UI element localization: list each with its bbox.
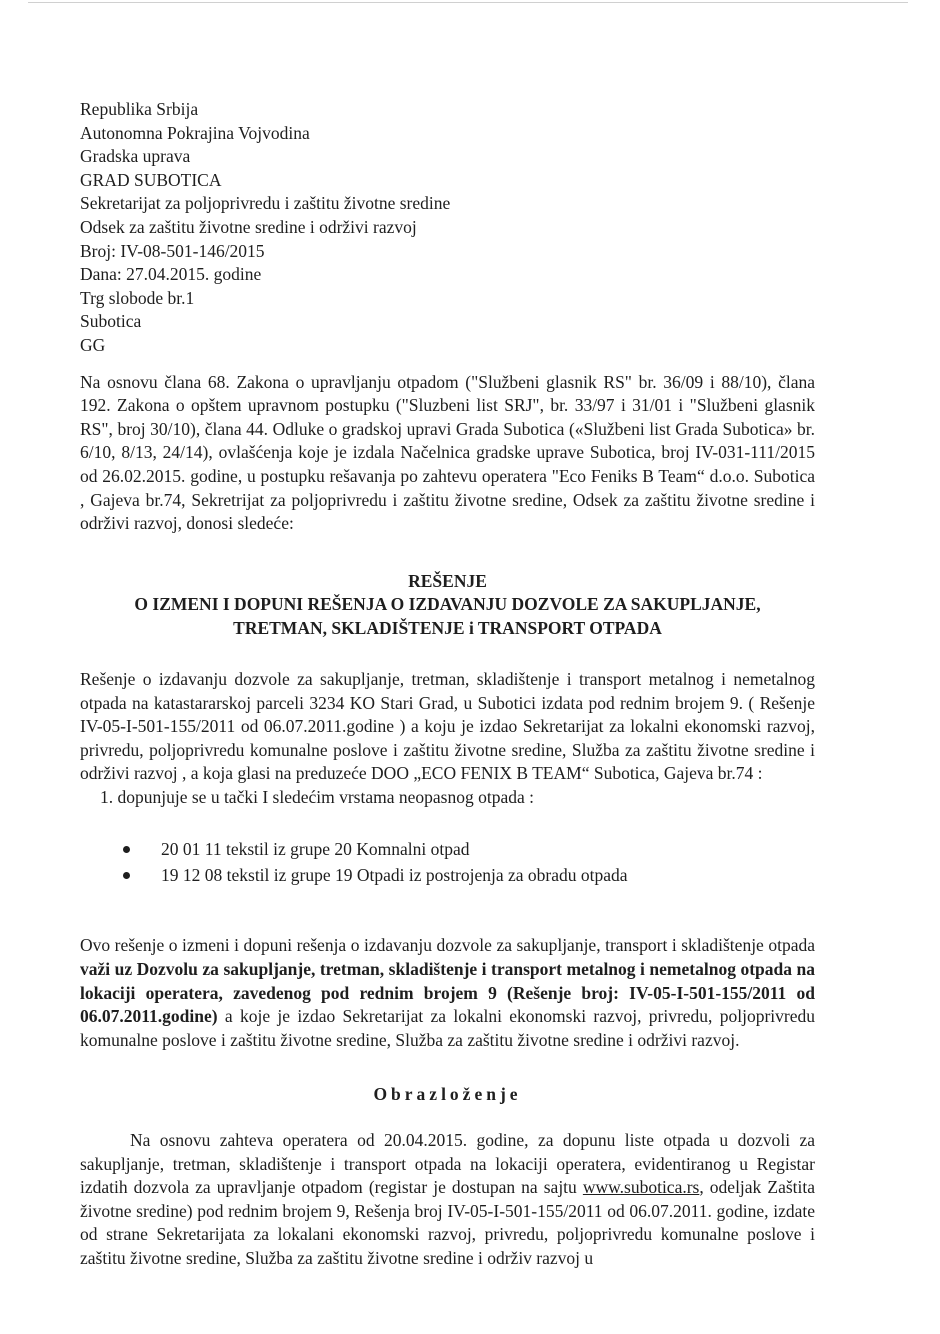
- letterhead: [80, 98, 815, 358]
- list-item-text: 20 01 11 tekstil iz grupe 20 Komnalni otpad: [161, 838, 470, 859]
- header-secretariat: Sekretarijat za poljoprivredu i zaštitu životne sredine: [80, 193, 451, 214]
- header-department: Odsek za zaštitu životne sredine i održivi razvoj: [80, 216, 417, 237]
- decision-title-line-1: REŠENJE: [408, 570, 487, 591]
- bullet-icon: [123, 846, 130, 853]
- waste-type-list: [80, 838, 815, 891]
- validity-text-bold: važi uz Dozvolu za sakupljanje, tretman, skladištenje i transport metalnog i nemetalnog otpada na lokaciji operatera, zavedenog pod rednim brojem 9 (Rešenje broj: IV-05-I-501-155/2011 od 06.07.2011.godine): [80, 959, 815, 1027]
- explanation-heading: Obrazloženje: [373, 1084, 522, 1105]
- page-top-border: [28, 2, 908, 3]
- header-place: Subotica: [80, 311, 142, 332]
- bullet-icon: [123, 872, 130, 879]
- list-item: [80, 838, 815, 864]
- header-province: Autonomna Pokrajina Vojvodina: [80, 122, 310, 143]
- list-item: [80, 864, 815, 890]
- explanation-paragraph: [80, 1129, 815, 1271]
- validity-paragraph: [80, 934, 815, 1052]
- legal-basis-paragraph: Na osnovu člana 68. Zakona o upravljanju otpadom ("Službeni glasnik RS" br. 36/09 i 88/10), člana 192. Zakona o opštem upravnom postupku ("Sluzbeni list SRJ", br. 33/97 i 31/01 i "Službeni glasnik RS", broj 30/10), člana 44. Odluke o gradskoj upravi Grada Subotica («Službeni list Grada Subotica» br. 6/10, 8/13, 24/14), ovlašćenja koje je izdala Načelnica gradske uprave Subotica, broj IV-031-111/2015 od 26.02.2015. godine, u postupku rešavanja po zahtevu operatera "Eco Feniks B Team“ d.o.o. Subotica , Gajeva br.74, Sekretrijat za poljoprivredu i zaštitu životne sredine, Odsek za zaštitu životne sredine i održivi razvoj, donosi sledeće:: [80, 371, 815, 534]
- header-address: Trg slobode br.1: [80, 287, 195, 308]
- header-reference-number: Broj: IV-08-501-146/2015: [80, 240, 265, 261]
- numbered-item-1: 1. dopunjuje se u tački I sledećim vrstama neopasnog otpada :: [100, 787, 534, 808]
- validity-text-start: Ovo rešenje o izmeni i dopuni rešenja o izdavanju dozvole za sakupljanje, transport i skladištenje otpada: [80, 935, 815, 956]
- list-item-text: 19 12 08 tekstil iz grupe 19 Otpadi iz postrojenja za obradu otpada: [161, 865, 628, 886]
- registry-website-link[interactable]: www.subotica.rs: [582, 1177, 700, 1198]
- header-date: Dana: 27.04.2015. godine: [80, 264, 262, 285]
- header-administration: Gradska uprava: [80, 146, 191, 167]
- decision-title-line-2: O IZMENI I DOPUNI REŠENJA O IZDAVANJU DOZVOLE ZA SAKUPLJANJE,: [134, 594, 761, 615]
- document-page: [80, 98, 815, 1271]
- validity-text-end: a koje je izdao Sekretarijat za lokalni ekonomski razvoj, privredu, poljoprivredu komunalne poslove i zaštitu životne sredine, Služba za zaštitu životne sredine i održivi razvoj.: [80, 1006, 815, 1050]
- explanation-text-end: , odeljak Zaštita životne sredine) pod rednim brojem 9, Rešenja broj IV-05-I-501-155/2011 od 06.07.2011. godine, izdate od strane Sekretarijata za lokalani ekonomski razvoj, privredu, poljoprivredu komunalne poslove i zaštitu životne sredine, Služba za zaštitu životne sredine i održiv razvoj u: [80, 1177, 815, 1268]
- decision-paragraph: Rešenje o izdavanju dozvole za sakupljanje, tretman, skladištenje i transport metalnog i nemetalnog otpada na katastararskoj parceli 3234 KO Stari Grad, u Subotici izdata pod rednim brojem 9. ( Rešenje IV-05-I-501-155/2011 od 06.07.2011.godine ) a koju je izdao Sekretarijat za lokalni ekonomski razvoj, privredu, poljoprivredu komunalne poslove i zaštitu životne sredine, Služba za zaštitu životne sredine i održivi razvoj , a koja glasi na preduzeće DOO „ECO FENIX B TEAM“ Subotica, Gajeva br.74 :: [80, 669, 815, 784]
- header-initials: GG: [80, 334, 106, 355]
- header-city: GRAD SUBOTICA: [80, 169, 222, 190]
- explanation-text-start: Na osnovu zahteva operatera od 20.04.2015. godine, za dopunu liste otpada u dozvoli za sakupljanje, tretman, skladištenje i transport otpada na lokaciji operatera, evidentiranog u Registar izdatih dozvola za upravljanje otpadom (registar je dostupan na sajtu: [80, 1129, 815, 1198]
- decision-title-line-3: TRETMAN, SKLADIŠTENJE i TRANSPORT OTPADA: [233, 618, 662, 639]
- decision-title: [80, 570, 815, 641]
- header-country: Republika Srbija: [80, 99, 199, 119]
